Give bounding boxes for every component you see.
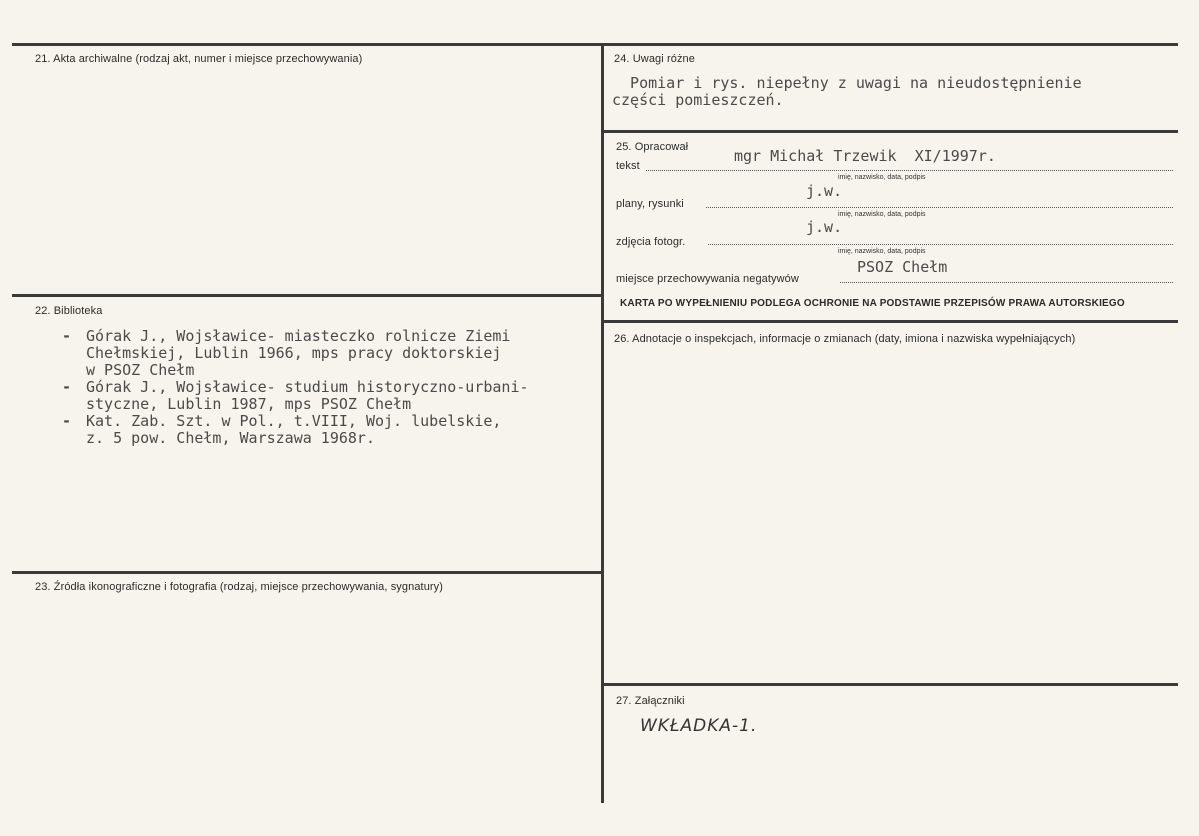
divider-26-27 — [603, 683, 1178, 686]
section-27-label: 27. Załączniki — [616, 695, 685, 707]
bibliography-item: - Górak J., Wojsławice- studium historyczno-urbani- styczne, Lublin 1987, mps PSOZ Chełm — [62, 379, 529, 413]
center-divider — [601, 43, 604, 803]
bibliography-item: - Kat. Zab. Szt. w Pol., t.VIII, Woj. lubelskie, z. 5 pow. Chełm, Warszawa 1968r. — [62, 413, 529, 447]
section-25-label: 25. Opracował — [616, 141, 689, 153]
photos-author-caption: imię, nazwisko, data, podpis — [838, 248, 926, 255]
section-22-label: 22. Biblioteka — [35, 305, 103, 317]
photos-author-line — [708, 244, 1173, 245]
text-author-line — [646, 170, 1173, 171]
drawings-author-caption: imię, nazwisko, data, podpis — [838, 211, 926, 218]
photos-author-value: j.w. — [806, 218, 843, 236]
bibliography-list — [62, 328, 529, 447]
section-23-label: 23. Źródła ikonograficzne i fotografia (rodzaj, miejsce przechowywania, sygnatury) — [35, 581, 444, 593]
photos-author-label: zdjęcia fotogr. — [616, 236, 686, 248]
section-24-label: 24. Uwagi różne — [614, 53, 695, 65]
drawings-author-label: plany, rysunki — [616, 198, 684, 210]
remarks-text: Pomiar i rys. niepełny z uwagi na nieudostępnienie części pomieszczeń. — [612, 74, 1082, 109]
bibliography-item: - Górak J., Wojsławice- miasteczko rolnicze Ziemi Chełmskiej, Lublin 1966, mps pracy doktorskiej w PSOZ Chełm — [62, 328, 529, 379]
top-border — [12, 43, 1178, 46]
attachment-handwritten: WKŁADKA-1. — [640, 716, 758, 736]
text-author-label: tekst — [616, 160, 640, 172]
divider-25-26 — [603, 320, 1178, 323]
section-26-label: 26. Adnotacje o inspekcjach, informacje o zmianach (daty, imiona i nazwiska wypełniających) — [614, 333, 1076, 345]
drawings-author-line — [706, 207, 1173, 208]
negatives-location-label: miejsce przechowywania negatywów — [616, 273, 799, 285]
copyright-note: KARTA PO WYPEŁNIENIU PODLEGA OCHRONIE NA PODSTAWIE PRZEPISÓW PRAWA AUTORSKIEGO — [620, 298, 1125, 309]
divider-22-23 — [12, 571, 603, 574]
negatives-location-value: PSOZ Chełm — [857, 258, 948, 276]
negatives-location-line — [840, 282, 1173, 283]
divider-24-25 — [603, 130, 1178, 133]
divider-21-22 — [12, 294, 603, 297]
text-author-caption: imię, nazwisko, data, podpis — [838, 174, 926, 181]
text-author-value: mgr Michał Trzewik XI/1997r. — [734, 147, 996, 165]
drawings-author-value: j.w. — [806, 182, 843, 200]
section-21-label: 21. Akta archiwalne (rodzaj akt, numer i miejsce przechowywania) — [35, 53, 363, 65]
